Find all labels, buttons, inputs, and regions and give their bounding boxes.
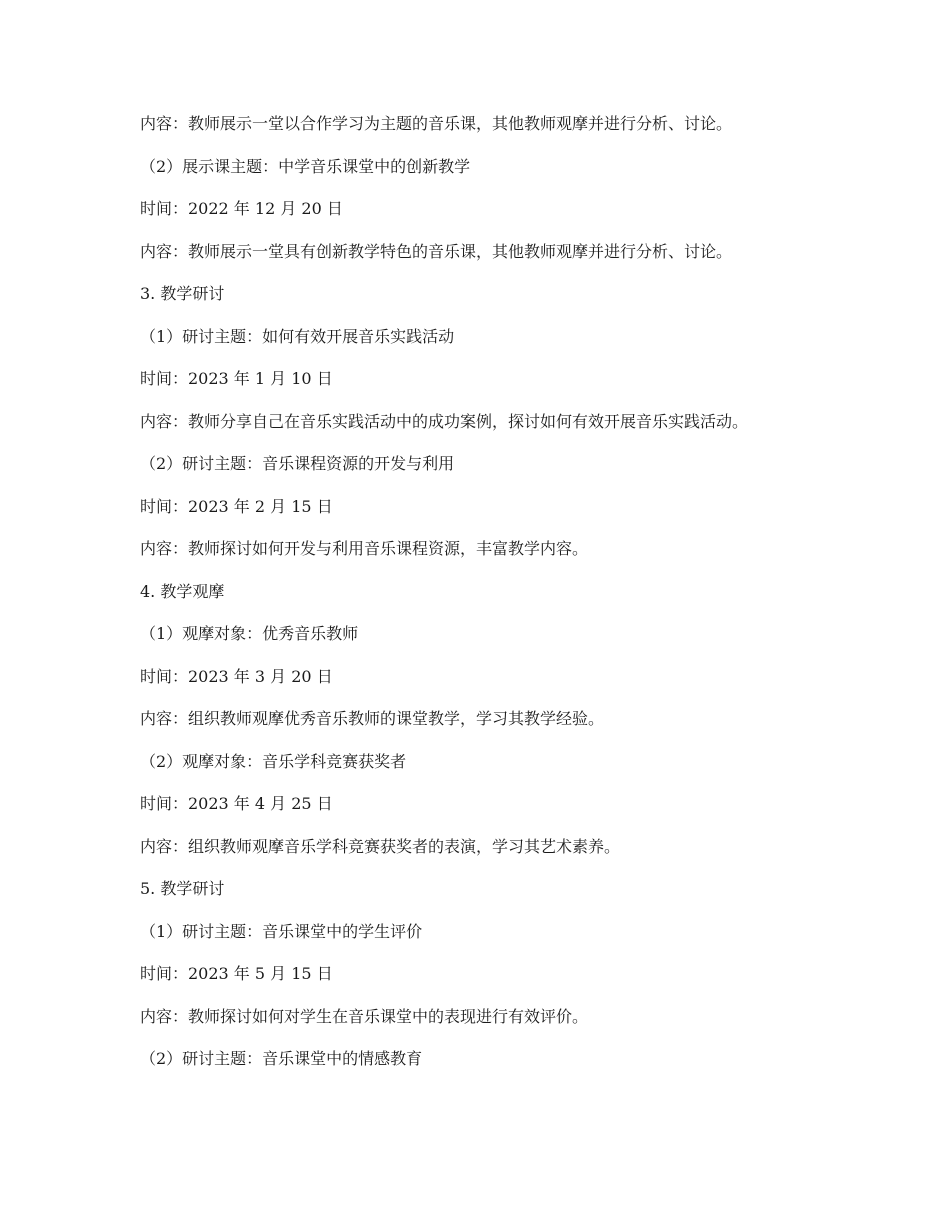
section-heading-4: 4. 教学观摩 <box>140 581 225 601</box>
section-heading-5: 5. 教学研讨 <box>140 879 225 898</box>
paragraph-time-2023-02-15: 时间：2023 年 2 月 15 日 <box>140 496 333 516</box>
paragraph-time-2022-12-20: 时间：2022 年 12 月 20 日 <box>140 199 343 218</box>
paragraph-demo-topic-innovation: （2）展示课主题：中学音乐课堂中的创新教学 <box>140 156 471 176</box>
paragraph-time-2023-05-15: 时间：2023 年 5 月 15 日 <box>140 964 333 983</box>
paragraph-seminar-topic-resources: （2）研讨主题：音乐课程资源的开发与利用 <box>140 454 455 473</box>
paragraph-observe-target-winners: （2）观摩对象：音乐学科竞赛获奖者 <box>140 751 407 771</box>
paragraph-content-observe-teachers: 内容：组织教师观摩优秀音乐教师的课堂教学，学习其教学经验。 <box>140 709 605 728</box>
paragraph-seminar-topic-practice: （1）研讨主题：如何有效开展音乐实践活动 <box>140 326 455 346</box>
document-body <box>140 110 840 1088</box>
paragraph-content-cooperative-lesson: 内容：教师展示一堂以合作学习为主题的音乐课，其他教师观摩并进行分析、讨论。 <box>140 114 733 133</box>
paragraph-content-resources: 内容：教师探讨如何开发与利用音乐课程资源，丰富教学内容。 <box>140 539 589 558</box>
paragraph-content-innovative-lesson: 内容：教师展示一堂具有创新教学特色的音乐课，其他教师观摩并进行分析、讨论。 <box>140 241 733 261</box>
paragraph-seminar-topic-emotion: （2）研讨主题：音乐课堂中的情感教育 <box>140 1049 423 1068</box>
paragraph-content-practice-cases: 内容：教师分享自己在音乐实践活动中的成功案例，探讨如何有效开展音乐实践活动。 <box>140 411 749 431</box>
paragraph-time-2023-03-20: 时间：2023 年 3 月 20 日 <box>140 666 333 686</box>
section-heading-3: 3. 教学研讨 <box>140 284 225 303</box>
paragraph-seminar-topic-evaluation: （1）研讨主题：音乐课堂中的学生评价 <box>140 921 423 941</box>
paragraph-time-2023-04-25: 时间：2023 年 4 月 25 日 <box>140 794 333 813</box>
paragraph-time-2023-01-10: 时间：2023 年 1 月 10 日 <box>140 369 333 388</box>
paragraph-content-observe-winners: 内容：组织教师观摩音乐学科竞赛获奖者的表演，学习其艺术素养。 <box>140 836 621 856</box>
paragraph-content-evaluation: 内容：教师探讨如何对学生在音乐课堂中的表现进行有效评价。 <box>140 1006 589 1026</box>
paragraph-observe-target-teachers: （1）观摩对象：优秀音乐教师 <box>140 624 359 643</box>
